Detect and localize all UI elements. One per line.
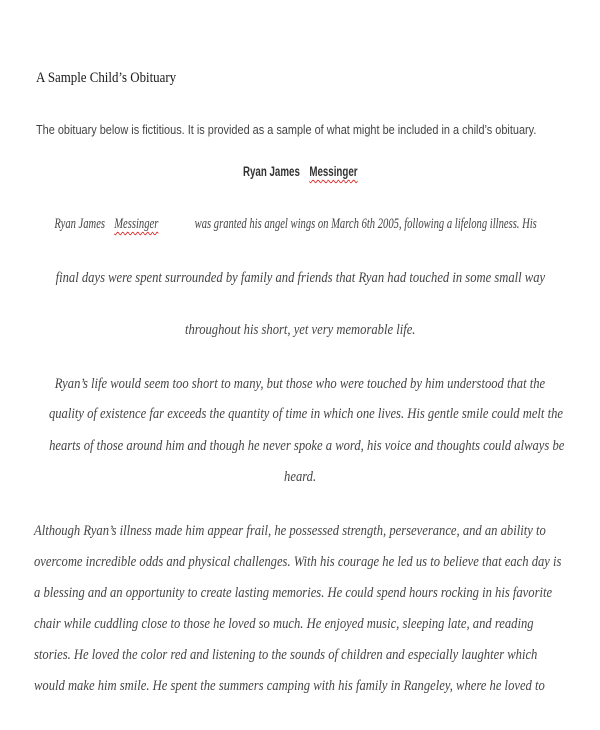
para2-line4: heard. [283, 469, 317, 485]
document-heading: A Sample Child’s Obituary [36, 70, 177, 86]
para2-line3: hearts of those around him and though he never spoke a word, his voice and thoughts could always be [49, 438, 565, 454]
intro-text: The obituary below is fictitious. It is provided as a sample of what might be included in a child’s obituary. [36, 122, 537, 137]
para1-line1-suffix: was granted his angel wings on March 6th 2005, following a lifelong illness. His [194, 216, 538, 232]
para3-line3: a blessing and an opportunity to create lasting memories. He could spend hours rocking in his favorite [34, 585, 553, 601]
para3-line2: overcome incredible odds and physical challenges. With his courage he led us to believe that each day is [34, 554, 562, 570]
para1-line3: throughout his short, yet very memorable life. [184, 322, 416, 338]
para3-line4: chair while cuddling close to those he loved so much. He enjoyed music, sleeping late, and reading [34, 616, 534, 632]
para1-line2: final days were spent surrounded by family and friends that Ryan had touched in some small way [55, 270, 545, 286]
para1-line1 [0, 216, 600, 233]
name-last: Messinger [309, 164, 358, 179]
para2-line1: Ryan’s life would seem too short to many, but those who were touched by him understood that the [54, 376, 546, 392]
obituary-name [0, 164, 600, 179]
name-first: Ryan James [243, 164, 301, 179]
para3-line1: Although Ryan’s illness made him appear frail, he possessed strength, perseverance, and an ability to [34, 523, 546, 539]
para3-line6: would make him smile. He spent the summers camping with his family in Rangeley, where he loved to [34, 678, 545, 694]
para1-line1-name: Messinger [114, 216, 159, 232]
para2-line2: quality of existence far exceeds the quantity of time in which one lives. His gentle smile could melt the [48, 406, 563, 422]
para1-line1-prefix: Ryan James [54, 216, 106, 232]
para3-line5: stories. He loved the color red and listening to the sounds of children and especially laughter which [34, 647, 538, 663]
